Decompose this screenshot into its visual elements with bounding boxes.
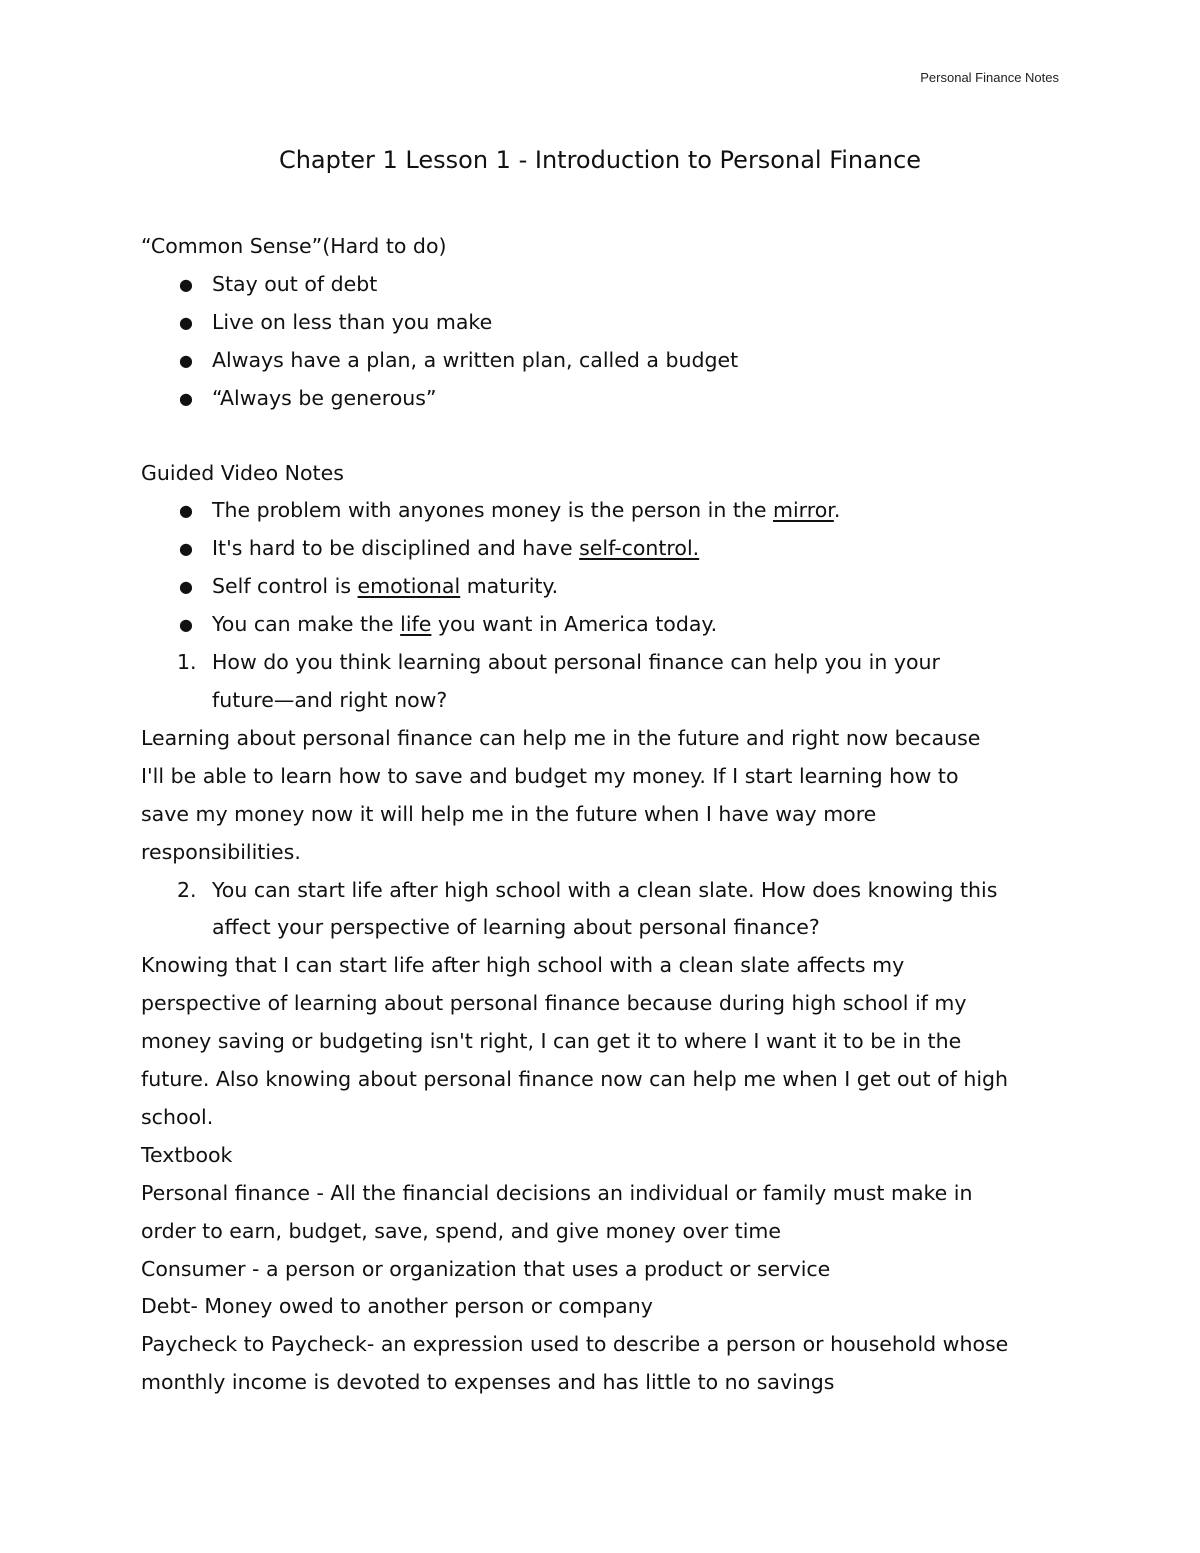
list-item: ● Always have a plan, a written plan, called a budget: [141, 342, 1061, 380]
definition-line: monthly income is devoted to expenses and has little to no savings: [141, 1370, 835, 1395]
list-item: ● “Always be generous”: [141, 380, 1061, 418]
fill-in-answer: emotional: [357, 574, 461, 599]
list-item: ● It's hard to be disciplined and have self-control.: [141, 530, 1061, 568]
bullet-icon: ●: [179, 501, 193, 521]
answer-2-line: Knowing that I can start life after high school with a clean slate affects my: [141, 953, 905, 978]
definition-line: Personal finance - All the financial decisions an individual or family must make in: [141, 1180, 973, 1205]
answer-2-line: perspective of learning about personal finance because during high school if my: [141, 991, 967, 1016]
definition-line: Paycheck to Paycheck- an expression used to describe a person or household whose: [141, 1332, 1009, 1357]
definition-line: Debt- Money owed to another person or company: [141, 1294, 653, 1319]
fill-in-answer: life: [400, 612, 432, 637]
question-1: 1. How do you think learning about personal finance can help you in your: [177, 650, 940, 675]
notes-body: [141, 228, 1061, 1402]
question-1-cont: future—and right now?: [212, 687, 448, 712]
textbook-heading: Textbook: [141, 1142, 233, 1167]
question-2-cont: affect your perspective of learning about personal finance?: [212, 915, 820, 940]
video-notes-heading: Guided Video Notes: [141, 460, 344, 485]
bullet-icon: ●: [179, 350, 193, 370]
list-item: ● The problem with anyones money is the person in the mirror.: [141, 492, 1061, 530]
list-item: ● Live on less than you make: [141, 304, 1061, 342]
bullet-icon: ●: [179, 388, 193, 408]
bullet-icon: ●: [179, 274, 193, 294]
answer-1-line: Learning about personal finance can help me in the future and right now because: [141, 725, 981, 750]
spacer: [141, 418, 1061, 455]
answer-2-line: school.: [141, 1104, 214, 1129]
bullet-icon: ●: [179, 539, 193, 559]
definition-line: order to earn, budget, save, spend, and give money over time: [141, 1218, 781, 1243]
answer-1-line: responsibilities.: [141, 839, 301, 864]
bullet-icon: ●: [179, 577, 193, 597]
page-header: Personal Finance Notes: [920, 70, 1059, 85]
page-title: Chapter 1 Lesson 1 - Introduction to Personal Finance: [278, 146, 922, 174]
question-2: 2. You can start life after high school with a clean slate. How does knowing this: [177, 877, 998, 902]
answer-1-line: I'll be able to learn how to save and budget my money. If I start learning how to: [141, 763, 959, 788]
list-item: ● You can make the life you want in America today.: [141, 606, 1061, 644]
fill-in-answer: self-control.: [579, 536, 700, 561]
answer-1-line: save my money now it will help me in the future when I have way more: [141, 801, 877, 826]
fill-in-answer: mirror: [773, 498, 834, 523]
list-item: ● Stay out of debt: [141, 266, 1061, 304]
answer-2-line: money saving or budgeting isn't right, I can get it to where I want it to be in the: [141, 1029, 962, 1054]
answer-2-line: future. Also knowing about personal finance now can help me when I get out of high: [141, 1067, 1009, 1092]
bullet-icon: ●: [179, 615, 193, 635]
definition-line: Consumer - a person or organization that uses a product or service: [141, 1256, 831, 1281]
bullet-icon: ●: [179, 312, 193, 332]
common-sense-heading: “Common Sense”(Hard to do): [141, 234, 447, 258]
list-item: ● Self control is emotional maturity.: [141, 568, 1061, 606]
